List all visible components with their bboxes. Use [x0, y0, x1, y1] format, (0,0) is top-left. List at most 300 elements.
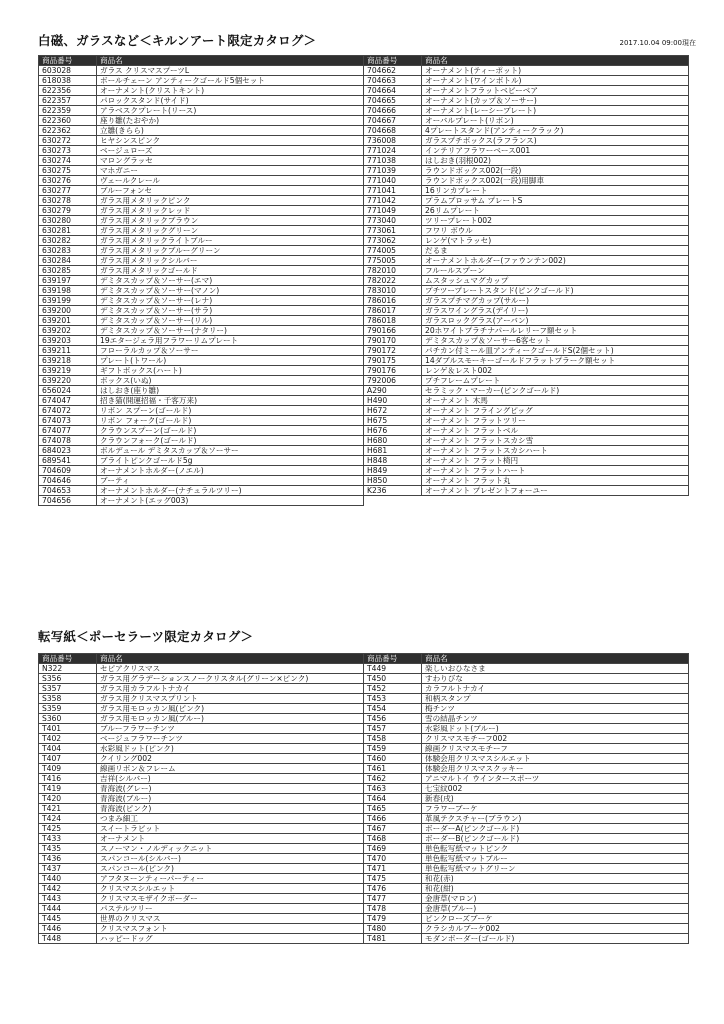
- table-row: [39, 465, 364, 475]
- product-name: スパンコール(ピンク): [97, 863, 364, 873]
- product-name: 革風テクスチャー(ブラウン): [422, 813, 689, 823]
- table-row: [39, 913, 364, 923]
- product-name: アラベスクプレート(リース): [97, 105, 364, 115]
- table-row: [364, 185, 689, 195]
- table-row: [364, 295, 689, 305]
- table-row: [364, 763, 689, 773]
- table-row: [39, 85, 364, 95]
- product-code: 704667: [364, 115, 422, 125]
- product-name: フワリ ボウル: [422, 225, 689, 235]
- table-row: [39, 295, 364, 305]
- product-code: 630278: [39, 195, 97, 205]
- product-code: T450: [364, 673, 422, 683]
- product-name: リボン スプーン(ゴールド): [97, 405, 364, 415]
- table-row: [364, 693, 689, 703]
- table-row: [364, 873, 689, 883]
- table-row: [364, 793, 689, 803]
- product-code: 630272: [39, 135, 97, 145]
- table-row: [364, 415, 689, 425]
- table-row: [39, 355, 364, 365]
- product-name: デミタスカップ＆ソーサー(ナタリー): [97, 325, 364, 335]
- product-code: H490: [364, 395, 422, 405]
- product-code: 786017: [364, 305, 422, 315]
- product-code: 771039: [364, 165, 422, 175]
- table-row: [39, 365, 364, 375]
- product-name: 雪の結晶チンツ: [422, 713, 689, 723]
- product-name: 線画クリスマスモチーフ: [422, 743, 689, 753]
- product-code: 639211: [39, 345, 97, 355]
- table-row: [364, 803, 689, 813]
- table-row: [39, 255, 364, 265]
- product-name: デミタスカップ＆ソーサー(リル): [97, 315, 364, 325]
- product-code: 704656: [39, 495, 97, 505]
- kiln-table-right: [363, 55, 689, 496]
- product-name: ブライトピンクゴールド5g: [97, 455, 364, 465]
- product-code: T468: [364, 833, 422, 843]
- table-row: [364, 325, 689, 335]
- product-name: ブーティ: [97, 475, 364, 485]
- product-code: T477: [364, 893, 422, 903]
- product-name: カラフルトナカイ: [422, 683, 689, 693]
- table-row: [364, 783, 689, 793]
- product-name: ハッピードッグ: [97, 933, 364, 943]
- product-code: 622362: [39, 125, 97, 135]
- product-name: ガラスプチボックス(ラフランス): [422, 135, 689, 145]
- product-name: デミタスカップ＆ソーサー(マノン): [97, 285, 364, 295]
- product-name: セラミック・マーカー(ピンクゴールド): [422, 385, 689, 395]
- product-code: 639200: [39, 305, 97, 315]
- product-code: 603028: [39, 65, 97, 75]
- table-row: [39, 195, 364, 205]
- table-row: [39, 663, 364, 673]
- product-name: 和花(赤): [422, 873, 689, 883]
- table-row: [39, 185, 364, 195]
- column-header-name: 商品名: [97, 55, 364, 65]
- product-name: クラウンスプーン(ゴールド): [97, 425, 364, 435]
- product-code: T401: [39, 723, 97, 733]
- product-code: 704665: [364, 95, 422, 105]
- product-name: 単色転写紙マットグリーン: [422, 863, 689, 873]
- product-code: 704646: [39, 475, 97, 485]
- product-name: 七宝紋002: [422, 783, 689, 793]
- table-row: [39, 495, 364, 505]
- table-row: [39, 345, 364, 355]
- product-name: オーナメント フライングピッグ: [422, 405, 689, 415]
- table-row: [364, 215, 689, 225]
- product-code: 639198: [39, 285, 97, 295]
- product-name: ボールチェーン アンティークゴールド5個セット: [97, 75, 364, 85]
- product-name: 梅チンツ: [422, 703, 689, 713]
- product-code: 622356: [39, 85, 97, 95]
- table-row: [364, 235, 689, 245]
- porcelarts-table-left: [38, 653, 364, 944]
- product-name: ガラス用メタリックブラウン: [97, 215, 364, 225]
- product-code: 639219: [39, 365, 97, 375]
- product-code: 674078: [39, 435, 97, 445]
- product-code: 790172: [364, 345, 422, 355]
- product-code: 786016: [364, 295, 422, 305]
- product-name: オーナメント(レーシープレート): [422, 105, 689, 115]
- product-name: オーナメント フラット椅円: [422, 455, 689, 465]
- product-code: 684023: [39, 445, 97, 455]
- table-row: [364, 115, 689, 125]
- table-row: [364, 903, 689, 913]
- product-name: フローラルカップ＆ソーサー: [97, 345, 364, 355]
- product-code: T452: [364, 683, 422, 693]
- table-row: [39, 475, 364, 485]
- product-name: オーナメントホルダー(ノエル): [97, 465, 364, 475]
- product-code: T475: [364, 873, 422, 883]
- product-name: 20ホワイトプラチナパールレリーフ額セット: [422, 325, 689, 335]
- product-code: 773040: [364, 215, 422, 225]
- product-name: オーナメント フラット丸: [422, 475, 689, 485]
- product-code: T435: [39, 843, 97, 853]
- table-row: [364, 823, 689, 833]
- table-row: [364, 753, 689, 763]
- product-name: 青海波(ピンク): [97, 803, 364, 813]
- product-name: スパンコール(シルバー): [97, 853, 364, 863]
- product-name: フルールスプーン: [422, 265, 689, 275]
- product-name: 体験会用クリスマスクッキー: [422, 763, 689, 773]
- table-row: [364, 95, 689, 105]
- product-code: T478: [364, 903, 422, 913]
- table-row: [364, 773, 689, 783]
- product-code: T469: [364, 843, 422, 853]
- product-code: T442: [39, 883, 97, 893]
- product-code: 674072: [39, 405, 97, 415]
- table-row: [364, 85, 689, 95]
- product-name: フラワーブーケ: [422, 803, 689, 813]
- table-row: [39, 733, 364, 743]
- table-row: [364, 445, 689, 455]
- product-name: マホガニー: [97, 165, 364, 175]
- product-code: T404: [39, 743, 97, 753]
- product-code: 782010: [364, 265, 422, 275]
- product-name: つまみ細工: [97, 813, 364, 823]
- table-row: [39, 125, 364, 135]
- table-row: [39, 75, 364, 85]
- product-name: 19エタージェラ用フラワーリムプレート: [97, 335, 364, 345]
- table-row: [39, 683, 364, 693]
- product-code: T476: [364, 883, 422, 893]
- table-row: [364, 833, 689, 843]
- product-code: 771049: [364, 205, 422, 215]
- product-code: 790175: [364, 355, 422, 365]
- product-code: T425: [39, 823, 97, 833]
- table-row: [364, 195, 689, 205]
- product-name: デミタスカップ＆ソーサー(サラ): [97, 305, 364, 315]
- table-row: [39, 693, 364, 703]
- product-name: ガラス用メタリックライトブルー: [97, 235, 364, 245]
- table-row: [364, 105, 689, 115]
- table-row: [364, 933, 689, 943]
- product-code: H849: [364, 465, 422, 475]
- product-code: 782022: [364, 275, 422, 285]
- product-code: 790166: [364, 325, 422, 335]
- table-row: [364, 135, 689, 145]
- product-code: 704609: [39, 465, 97, 475]
- product-name: マロングラッセ: [97, 155, 364, 165]
- table-row: [364, 733, 689, 743]
- product-name: デミタスカップ＆ソーサー(エマ): [97, 275, 364, 285]
- product-code: S356: [39, 673, 97, 683]
- table-row: [364, 683, 689, 693]
- product-code: T479: [364, 913, 422, 923]
- product-name: 和花(紺): [422, 883, 689, 893]
- product-code: T463: [364, 783, 422, 793]
- product-code: 771041: [364, 185, 422, 195]
- table-row: [364, 225, 689, 235]
- table-row: [364, 375, 689, 385]
- product-name: クリスマスモザイクボーダー: [97, 893, 364, 903]
- table-row: [39, 205, 364, 215]
- product-name: ブルーフラワーチンツ: [97, 723, 364, 733]
- product-name: アフタヌーンティーパーティー: [97, 873, 364, 883]
- table-row: [39, 225, 364, 235]
- product-name: パステルツリー: [97, 903, 364, 913]
- product-code: 618038: [39, 75, 97, 85]
- table-row: [364, 305, 689, 315]
- product-name: すわりびな: [422, 673, 689, 683]
- product-name: プラムブロッサム プレートS: [422, 195, 689, 205]
- table-row: [39, 305, 364, 315]
- product-name: クリスマスシルエット: [97, 883, 364, 893]
- product-name: ガラス用カラフルトナカイ: [97, 683, 364, 693]
- product-code: T420: [39, 793, 97, 803]
- product-name: ガラス用モロッカン風(ブルー): [97, 713, 364, 723]
- table-row: [39, 783, 364, 793]
- product-code: 771038: [364, 155, 422, 165]
- table-row: [364, 125, 689, 135]
- column-header-code: 商品番号: [364, 653, 422, 663]
- table-row: [364, 165, 689, 175]
- product-name: クラウンフォーク(ゴールド): [97, 435, 364, 445]
- product-name: 招き猫(開運招福・千客万来): [97, 395, 364, 405]
- product-code: T448: [39, 933, 97, 943]
- column-header-name: 商品名: [97, 653, 364, 663]
- product-code: 783010: [364, 285, 422, 295]
- product-name: ガラス用メタリックゴールド: [97, 265, 364, 275]
- product-name: デミタスカップ＆ソーサー(レナ): [97, 295, 364, 305]
- product-name: プチツープレートスタンド(ピンクゴールド): [422, 285, 689, 295]
- product-code: 622359: [39, 105, 97, 115]
- table-row: [39, 325, 364, 335]
- table-row: [39, 833, 364, 843]
- product-name: ボーダーB(ピンクゴールド): [422, 833, 689, 843]
- product-name: 水彩風ドット(ブルー): [422, 723, 689, 733]
- product-code: H681: [364, 445, 422, 455]
- table-row: [39, 115, 364, 125]
- product-code: 792006: [364, 375, 422, 385]
- product-code: 771024: [364, 145, 422, 155]
- product-code: 704664: [364, 85, 422, 95]
- product-code: 639197: [39, 275, 97, 285]
- product-name: オーナメント プレゼントフォーユー: [422, 485, 689, 495]
- product-code: T461: [364, 763, 422, 773]
- product-code: 704663: [364, 75, 422, 85]
- product-name: ガラス用メタリックシルバー: [97, 255, 364, 265]
- product-code: T436: [39, 853, 97, 863]
- table-row: [364, 923, 689, 933]
- table-row: [364, 843, 689, 853]
- table-row: [39, 793, 364, 803]
- product-name: オーナメント フラットベル: [422, 425, 689, 435]
- product-name: 単色転写紙マットピンク: [422, 843, 689, 853]
- table-row: [39, 375, 364, 385]
- product-code: 639220: [39, 375, 97, 385]
- table-row: [39, 843, 364, 853]
- product-code: T457: [364, 723, 422, 733]
- product-code: 630274: [39, 155, 97, 165]
- product-code: T409: [39, 763, 97, 773]
- product-name: 線画リボン＆フレーム: [97, 763, 364, 773]
- product-code: S360: [39, 713, 97, 723]
- table-row: [39, 245, 364, 255]
- product-code: 639218: [39, 355, 97, 365]
- product-name: ボックス(いぬ): [97, 375, 364, 385]
- product-code: 630283: [39, 245, 97, 255]
- column-header-code: 商品番号: [39, 55, 97, 65]
- table-row: [364, 425, 689, 435]
- table-row: [364, 723, 689, 733]
- product-name: 立雛(きらら): [97, 125, 364, 135]
- product-name: レンゲ＆レスト002: [422, 365, 689, 375]
- table-row: [39, 385, 364, 395]
- table-row: [364, 743, 689, 753]
- table-row: [364, 485, 689, 495]
- product-name: ガラス用メタリックピンク: [97, 195, 364, 205]
- table-row: [39, 763, 364, 773]
- product-name: リボン フォーク(ゴールド): [97, 415, 364, 425]
- table-row: [39, 853, 364, 863]
- product-code: 630281: [39, 225, 97, 235]
- product-name: ガラス用グラデーションスノークリスタル(グリーン×ピンク): [97, 673, 364, 683]
- table-row: [39, 285, 364, 295]
- product-code: T421: [39, 803, 97, 813]
- product-code: 674047: [39, 395, 97, 405]
- table-row: [364, 663, 689, 673]
- product-code: H850: [364, 475, 422, 485]
- product-code: 773062: [364, 235, 422, 245]
- product-name: ガラス クリスマスプーツL: [97, 65, 364, 75]
- product-name: 金唐草(ブルー): [422, 903, 689, 913]
- column-header-code: 商品番号: [364, 55, 422, 65]
- table-row: [39, 673, 364, 683]
- table-row: [39, 405, 364, 415]
- product-code: T407: [39, 753, 97, 763]
- table-row: [39, 713, 364, 723]
- product-code: 775005: [364, 255, 422, 265]
- product-name: 青海波(グレー): [97, 783, 364, 793]
- table-row: [39, 873, 364, 883]
- table-row: [364, 465, 689, 475]
- table-row: [364, 385, 689, 395]
- product-name: オーナメントホルダー(ナチュラルツリー): [97, 485, 364, 495]
- table-row: [39, 425, 364, 435]
- table-row: [39, 743, 364, 753]
- product-code: S359: [39, 703, 97, 713]
- product-name: ガラス用メタリックグリーン: [97, 225, 364, 235]
- product-code: 704653: [39, 485, 97, 495]
- table-row: [364, 893, 689, 903]
- product-code: T465: [364, 803, 422, 813]
- product-code: T462: [364, 773, 422, 783]
- product-code: 656024: [39, 385, 97, 395]
- table-row: [39, 893, 364, 903]
- table-row: [364, 713, 689, 723]
- product-code: 639201: [39, 315, 97, 325]
- table-row: [39, 485, 364, 495]
- product-code: 704668: [364, 125, 422, 135]
- product-name: ムスタッシュマグカップ: [422, 275, 689, 285]
- product-code: 704666: [364, 105, 422, 115]
- product-name: オーナメント 木馬: [422, 395, 689, 405]
- product-name: オーナメント(ティーポット): [422, 65, 689, 75]
- product-code: T445: [39, 913, 97, 923]
- table-row: [39, 823, 364, 833]
- table-row: [39, 315, 364, 325]
- product-name: インテリアフラワーベース001: [422, 145, 689, 155]
- table-row: [39, 395, 364, 405]
- product-name: オーナメント(エッグ003): [97, 495, 364, 505]
- product-name: クラシカルブーケ002: [422, 923, 689, 933]
- product-name: プチフレームプレート: [422, 375, 689, 385]
- product-name: だるま: [422, 245, 689, 255]
- table-row: [364, 913, 689, 923]
- table-row: [364, 395, 689, 405]
- table-row: [39, 455, 364, 465]
- product-name: ボルデュール デミタスカップ＆ソーサー: [97, 445, 364, 455]
- product-name: ガラスワイングラス(デイリー): [422, 305, 689, 315]
- product-name: 単色転写紙マットブルー: [422, 853, 689, 863]
- product-name: 水彩風ドット(ピンク): [97, 743, 364, 753]
- product-name: はしおき(羽根002): [422, 155, 689, 165]
- product-name: オーバルプレート(リボン): [422, 115, 689, 125]
- table-row: [364, 335, 689, 345]
- table-row: [39, 863, 364, 873]
- table-row: [364, 853, 689, 863]
- product-code: 774005: [364, 245, 422, 255]
- product-name: スイートラビット: [97, 823, 364, 833]
- product-name: オーナメント(カップ＆ソーサー): [422, 95, 689, 105]
- table-row: [39, 723, 364, 733]
- product-code: 639202: [39, 325, 97, 335]
- product-code: T458: [364, 733, 422, 743]
- kiln-catalog-title: 白磁、ガラスなど＜キルンアート限定カタログ＞: [38, 33, 317, 48]
- product-code: N322: [39, 663, 97, 673]
- product-name: ピンクローズブーケ: [422, 913, 689, 923]
- table-row: [39, 105, 364, 115]
- table-row: [39, 275, 364, 285]
- product-name: オーナメント フラットツリー: [422, 415, 689, 425]
- product-code: T459: [364, 743, 422, 753]
- product-code: A290: [364, 385, 422, 395]
- product-name: ブルーフォンセ: [97, 185, 364, 195]
- product-code: 630273: [39, 145, 97, 155]
- table-row: [364, 75, 689, 85]
- table-row: [364, 435, 689, 445]
- product-name: スノーマン・ノルディックニット: [97, 843, 364, 853]
- product-name: ガラス用メタリックブルーグリーン: [97, 245, 364, 255]
- product-name: 4プレートスタンド(アンティークラック): [422, 125, 689, 135]
- product-name: クリスマスモチーフ002: [422, 733, 689, 743]
- table-row: [39, 155, 364, 165]
- table-row: [364, 285, 689, 295]
- product-code: 674077: [39, 425, 97, 435]
- product-name: ヒヤシンスピンク: [97, 135, 364, 145]
- table-row: [39, 165, 364, 175]
- product-code: H680: [364, 435, 422, 445]
